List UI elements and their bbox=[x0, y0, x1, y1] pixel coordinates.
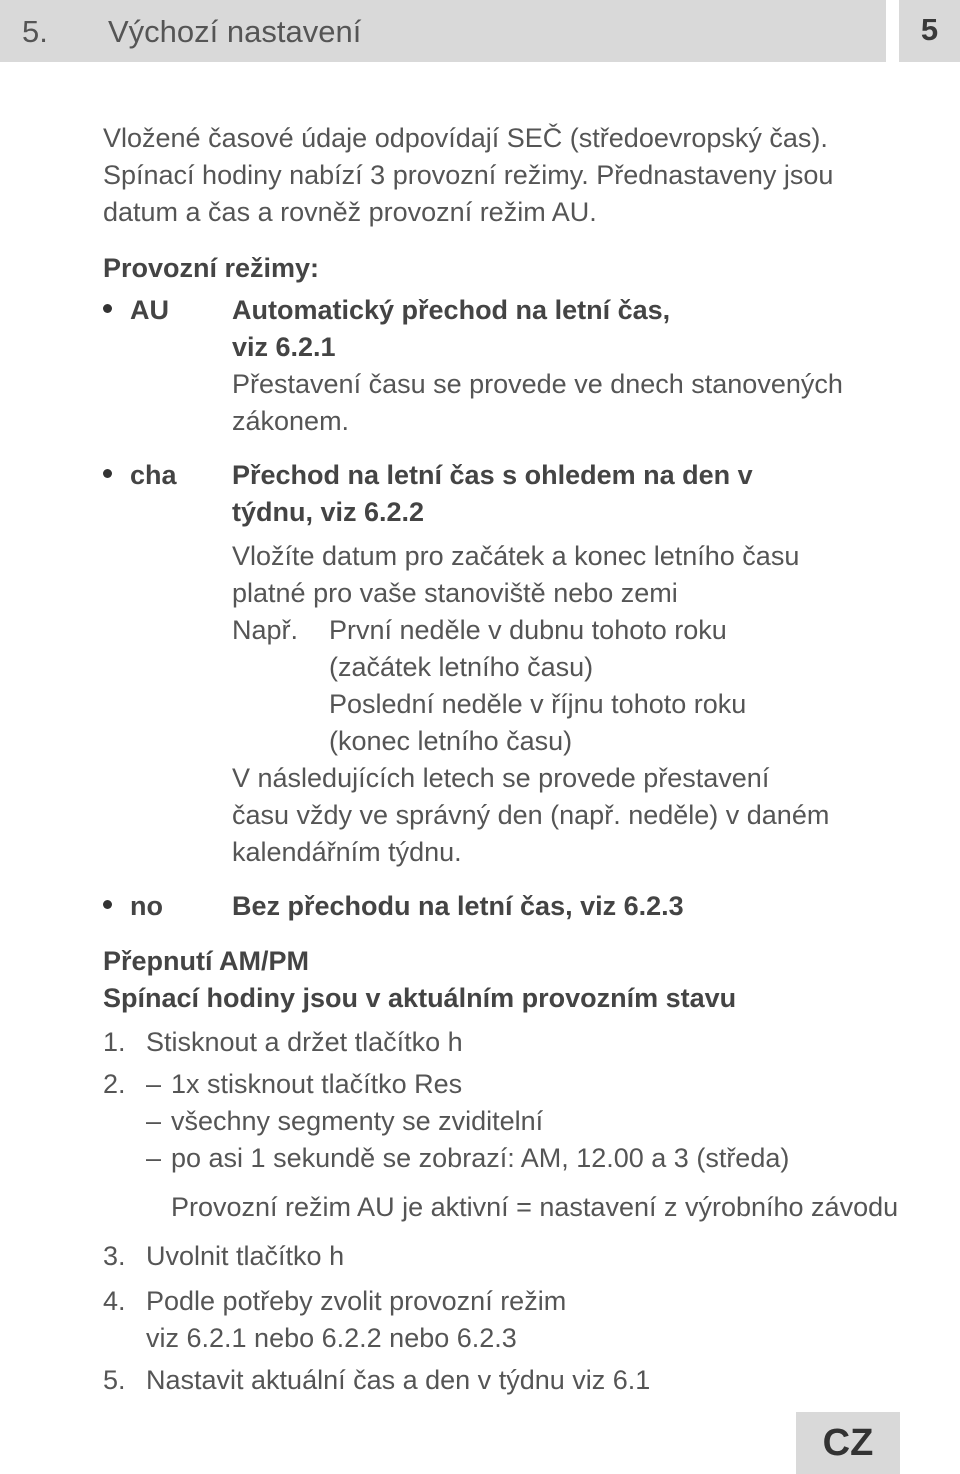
step-text: Stisknout a držet tlačítko h bbox=[146, 1027, 463, 1057]
section-number: 5. bbox=[22, 14, 48, 49]
mode-desc: Vložíte datum pro začátek a konec letního času bbox=[232, 541, 800, 571]
step-dash-line: 1x stisknout tlačítko Res bbox=[171, 1069, 463, 1099]
section-header bbox=[0, 0, 960, 62]
step-number: 1. bbox=[103, 1027, 126, 1057]
bullet-icon bbox=[103, 304, 112, 313]
intro-line: datum a čas a rovněž provozní režim AU. bbox=[103, 197, 597, 227]
mode-desc: Přestavení času se provede ve dnech stanovených bbox=[232, 369, 843, 399]
modes-heading: Provozní režimy: bbox=[103, 253, 320, 283]
mode-note: času vždy ve správný den (např. neděle) v daném bbox=[232, 800, 830, 830]
language-tab bbox=[796, 1412, 900, 1474]
mode-title: Automatický přechod na letní čas, bbox=[232, 295, 671, 325]
example-label: Např. bbox=[232, 615, 299, 645]
page-number-box bbox=[899, 0, 960, 62]
dash-marker: – bbox=[146, 1106, 162, 1136]
step-text: Nastavit aktuální čas a den v týdnu viz 6.1 bbox=[146, 1365, 651, 1395]
step-number: 3. bbox=[103, 1241, 126, 1271]
ampm-heading: Přepnutí AM/PM bbox=[103, 946, 309, 976]
intro-line: Spínací hodiny nabízí 3 provozní režimy. Přednastaveny jsou bbox=[103, 160, 834, 190]
mode-code: cha bbox=[130, 460, 177, 490]
step-number: 2. bbox=[103, 1069, 126, 1099]
step-note: Provozní režim AU je aktivní = nastavení z výrobního závodu bbox=[171, 1192, 899, 1222]
mode-desc: platné pro vaše stanoviště nebo zemi bbox=[232, 578, 678, 608]
example-line: První neděle v dubnu tohoto roku bbox=[329, 615, 727, 645]
ampm-subheading: Spínací hodiny jsou v aktuálním provozním stavu bbox=[103, 983, 737, 1013]
step-dash-line: po asi 1 sekundě se zobrazí: AM, 12.00 a 3 (středa) bbox=[171, 1143, 790, 1173]
intro-line: Vložené časové údaje odpovídají SEČ (středoevropský čas). bbox=[103, 123, 828, 153]
mode-note: kalendářním týdnu. bbox=[232, 837, 462, 867]
dash-marker: – bbox=[146, 1143, 162, 1173]
step-number: 5. bbox=[103, 1365, 126, 1395]
step-dash-line: všechny segmenty se zviditelní bbox=[171, 1106, 544, 1136]
mode-desc: zákonem. bbox=[232, 406, 350, 436]
bullet-icon bbox=[103, 469, 112, 478]
step-text: Uvolnit tlačítko h bbox=[146, 1241, 345, 1271]
mode-note: V následujících letech se provede přestavení bbox=[232, 763, 770, 793]
step-text: Podle potřeby zvolit provozní režim bbox=[146, 1286, 567, 1316]
example-line: (konec letního času) bbox=[329, 726, 573, 756]
step-number: 4. bbox=[103, 1286, 126, 1316]
header-bar bbox=[0, 0, 886, 62]
mode-code: AU bbox=[130, 295, 169, 325]
mode-title: viz 6.2.1 bbox=[232, 332, 336, 362]
step-text: viz 6.2.1 nebo 6.2.2 nebo 6.2.3 bbox=[146, 1323, 517, 1353]
page-number: 5 bbox=[920, 12, 939, 47]
language-label: CZ bbox=[822, 1422, 874, 1464]
example-line: (začátek letního času) bbox=[329, 652, 594, 682]
mode-title: týdnu, viz 6.2.2 bbox=[232, 497, 425, 527]
dash-marker: – bbox=[146, 1069, 162, 1099]
mode-code: no bbox=[130, 891, 163, 921]
mode-title: Bez přechodu na letní čas, viz 6.2.3 bbox=[232, 891, 684, 921]
example-line: Poslední neděle v říjnu tohoto roku bbox=[329, 689, 747, 719]
mode-title: Přechod na letní čas s ohledem na den v bbox=[232, 460, 753, 490]
bullet-icon bbox=[103, 900, 112, 909]
section-title: Výchozí nastavení bbox=[108, 14, 362, 49]
